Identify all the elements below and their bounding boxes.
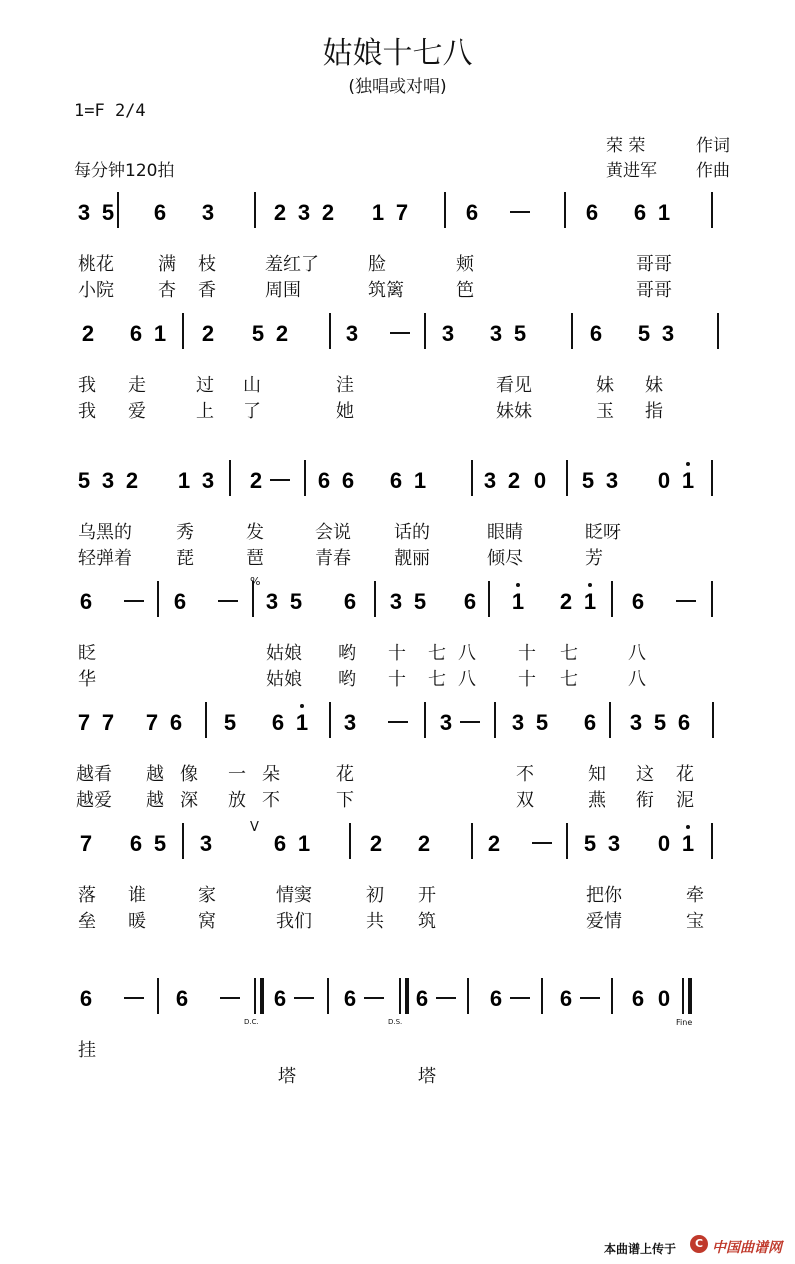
note: 1 — [511, 589, 525, 614]
note: 5 — [251, 321, 265, 346]
lyric-word: 杏 — [158, 280, 176, 301]
lyric-word: 朵 — [262, 764, 280, 785]
lyric-word: 八 — [628, 669, 646, 690]
lyric-word: 眨呀 — [585, 522, 621, 543]
lyric-word: 眨 — [78, 643, 96, 664]
lyric-word: 越看 — [76, 764, 112, 785]
lyric-word: 情窦 — [276, 885, 312, 906]
lyric-word: 十 — [388, 643, 406, 664]
lyric-word: 十 — [518, 669, 536, 690]
lyric-word: 我 — [78, 401, 96, 422]
fine-marker: Fine — [676, 1018, 693, 1027]
note: 1 — [657, 200, 671, 225]
note: 0 — [533, 468, 547, 493]
note: 7 — [79, 831, 93, 856]
lyric-word: 下 — [336, 790, 354, 811]
lyric-word: 姑娘 — [266, 669, 302, 690]
lyric-word: 走 — [128, 375, 146, 396]
note: 5 — [289, 589, 303, 614]
lyric-word: 洼 — [336, 375, 354, 396]
note: 2 — [417, 831, 431, 856]
lyric-word: 了 — [243, 401, 261, 422]
lyric-word: 不 — [516, 764, 534, 785]
lyric-word: 像 — [180, 764, 198, 785]
lyric-word: 泥 — [676, 790, 694, 811]
note: 6 — [633, 200, 647, 225]
breath-mark: V — [250, 820, 259, 835]
note: 5 — [583, 831, 597, 856]
high-octave-dot — [516, 583, 520, 587]
note: 3 — [265, 589, 279, 614]
lyric-word: 哟 — [338, 669, 356, 690]
note: 3 — [201, 468, 215, 493]
lyric-word: 发 — [246, 522, 264, 543]
lyric-word: 满 — [158, 254, 176, 275]
lyric-word: 指 — [645, 401, 663, 422]
lyric-word: 塔 — [418, 1066, 436, 1087]
note: 6 — [273, 831, 287, 856]
lyric-word: 一 — [228, 764, 246, 785]
lyric-word: 落 — [78, 885, 96, 906]
note: 1 — [153, 321, 167, 346]
lyric-word: 八 — [628, 643, 646, 664]
note: 6 — [341, 468, 355, 493]
note: 5 — [513, 321, 527, 346]
note: 3 — [483, 468, 497, 493]
key-time-signature: 1=F 2/4 — [74, 101, 146, 121]
note: 2 — [273, 200, 287, 225]
lyric-word: 七 — [560, 669, 578, 690]
segno-mark: % — [250, 575, 261, 588]
lyric-word: 妹 — [596, 375, 614, 396]
note: 5 — [223, 710, 237, 735]
lyric-word: 琶 — [246, 548, 264, 569]
note: 1 — [413, 468, 427, 493]
lyric-word: 妹妹 — [496, 401, 532, 422]
note: 2 — [507, 468, 521, 493]
lyric-word: 轻弹着 — [78, 548, 132, 569]
lyric-word: 靓丽 — [394, 548, 430, 569]
note: 2 — [559, 589, 573, 614]
lyric-word: 放 — [228, 790, 246, 811]
note: 6 — [173, 589, 187, 614]
dc-marker: D.C. — [244, 1018, 259, 1026]
lyric-word: 八 — [458, 643, 476, 664]
note: 1 — [681, 831, 695, 856]
lyric-word: 牵 — [686, 885, 704, 906]
lyric-word: 哥哥 — [636, 254, 672, 275]
song-title: 姑娘十七八 — [322, 36, 473, 71]
lyric-word: 会说 — [315, 522, 351, 543]
lyric-word: 话的 — [394, 522, 430, 543]
lyric-word: 芳 — [585, 548, 603, 569]
note: 0 — [657, 986, 671, 1011]
note: 5 — [581, 468, 595, 493]
note: 1 — [371, 200, 385, 225]
note: 7 — [145, 710, 159, 735]
lyric-word: 开 — [418, 885, 436, 906]
lyric-word: 不 — [262, 790, 280, 811]
lyric-word: 花 — [336, 764, 354, 785]
lyricist-role: 作词 — [696, 136, 730, 156]
note: 2 — [125, 468, 139, 493]
note: 3 — [605, 468, 619, 493]
lyric-word: 挂 — [78, 1040, 96, 1061]
upload-caption: 本曲谱上传于 — [604, 1242, 677, 1256]
note: 1 — [295, 710, 309, 735]
note: 6 — [129, 321, 143, 346]
note: 3 — [607, 831, 621, 856]
lyric-word: 我们 — [276, 911, 312, 932]
lyric-word: 七 — [560, 643, 578, 664]
lyric-word: 小院 — [78, 280, 114, 301]
lyric-word: 玉 — [596, 401, 614, 422]
high-octave-dot — [588, 583, 592, 587]
note: 6 — [129, 831, 143, 856]
note: 0 — [657, 831, 671, 856]
note: 1 — [297, 831, 311, 856]
lyric-word: 琵 — [176, 548, 194, 569]
note: 5 — [535, 710, 549, 735]
song-subtitle: (独唱或对唱) — [348, 77, 447, 97]
lyric-word: 燕 — [588, 790, 606, 811]
lyric-word: 桃花 — [78, 254, 114, 275]
lyric-word: 青春 — [315, 548, 351, 569]
lyric-word: 枝 — [198, 254, 216, 275]
lyric-word: 共 — [366, 911, 384, 932]
lyric-word: 垒 — [78, 911, 96, 932]
note: 3 — [345, 321, 359, 346]
note: 2 — [321, 200, 335, 225]
note: 3 — [439, 710, 453, 735]
lyric-word: 八 — [458, 669, 476, 690]
lyric-word: 筑 — [418, 911, 436, 932]
note: 3 — [199, 831, 213, 856]
lyric-word: 山 — [243, 375, 261, 396]
lyric-word: 衔 — [636, 790, 654, 811]
note: 6 — [585, 200, 599, 225]
note: 6 — [465, 200, 479, 225]
lyric-word: 越爱 — [76, 790, 112, 811]
note: 6 — [343, 589, 357, 614]
note: 7 — [77, 710, 91, 735]
note: 2 — [201, 321, 215, 346]
note: 3 — [343, 710, 357, 735]
note: 5 — [637, 321, 651, 346]
note: 1 — [583, 589, 597, 614]
note: 6 — [343, 986, 357, 1011]
note: 3 — [511, 710, 525, 735]
lyric-word: 暖 — [128, 911, 146, 932]
note: 6 — [559, 986, 573, 1011]
note: 6 — [631, 986, 645, 1011]
lyric-word: 羞红了 — [265, 254, 319, 275]
lyric-word: 宝 — [686, 911, 704, 932]
note: 3 — [489, 321, 503, 346]
lyric-word: 塔 — [278, 1066, 296, 1087]
note: 2 — [369, 831, 383, 856]
lyric-word: 周围 — [265, 280, 301, 301]
lyric-word: 这 — [636, 764, 654, 785]
lyric-word: 七 — [428, 643, 446, 664]
note: 6 — [271, 710, 285, 735]
lyricist-name: 荣 荣 — [606, 136, 646, 156]
note: 3 — [629, 710, 643, 735]
ds-marker: D.S. — [388, 1018, 403, 1026]
lyric-word: 上 — [196, 401, 214, 422]
lyric-word: 初 — [366, 885, 384, 906]
lyric-word: 过 — [196, 375, 214, 396]
lyric-word: 爱 — [128, 401, 146, 422]
note: 6 — [463, 589, 477, 614]
lyric-word: 妹 — [645, 375, 663, 396]
note: 5 — [653, 710, 667, 735]
note: 6 — [589, 321, 603, 346]
note: 2 — [275, 321, 289, 346]
lyric-word: 乌黑的 — [78, 522, 132, 543]
note: 5 — [77, 468, 91, 493]
lyric-word: 姑娘 — [266, 643, 302, 664]
lyric-word: 十 — [388, 669, 406, 690]
lyric-word: 窝 — [198, 911, 216, 932]
note: 3 — [77, 200, 91, 225]
note: 6 — [583, 710, 597, 735]
lyric-word: 深 — [180, 790, 198, 811]
note: 3 — [661, 321, 675, 346]
note: 6 — [175, 986, 189, 1011]
note: 6 — [415, 986, 429, 1011]
lyric-word: 脸 — [368, 254, 386, 275]
lyric-word: 香 — [198, 280, 216, 301]
lyric-word: 哥哥 — [636, 280, 672, 301]
note: 6 — [317, 468, 331, 493]
lyric-word: 七 — [428, 669, 446, 690]
note: 1 — [177, 468, 191, 493]
note: 1 — [681, 468, 695, 493]
lyric-word: 十 — [518, 643, 536, 664]
note: 6 — [631, 589, 645, 614]
note: 6 — [389, 468, 403, 493]
lyric-word: 爱情 — [586, 911, 622, 932]
lyric-word: 哟 — [338, 643, 356, 664]
note: 2 — [81, 321, 95, 346]
lyric-word: 越 — [146, 790, 164, 811]
lyric-word: 双 — [516, 790, 534, 811]
note: 6 — [153, 200, 167, 225]
note: 0 — [657, 468, 671, 493]
high-octave-dot — [686, 825, 690, 829]
lyric-word: 知 — [588, 764, 606, 785]
note: 6 — [79, 589, 93, 614]
note: 2 — [249, 468, 263, 493]
lyric-word: 谁 — [128, 885, 146, 906]
lyric-word: 越 — [146, 764, 164, 785]
site-name: 中国曲谱网 — [712, 1240, 782, 1256]
note: 5 — [153, 831, 167, 856]
high-octave-dot — [300, 704, 304, 708]
lyric-word: 颊 — [456, 254, 474, 275]
note: 6 — [677, 710, 691, 735]
lyric-word: 花 — [676, 764, 694, 785]
lyric-word: 家 — [198, 885, 216, 906]
note: 3 — [201, 200, 215, 225]
note: 6 — [273, 986, 287, 1011]
note: 7 — [101, 710, 115, 735]
note: 6 — [489, 986, 503, 1011]
note: 3 — [441, 321, 455, 346]
composer-role: 作曲 — [696, 161, 730, 181]
lyric-word: 华 — [78, 669, 96, 690]
note: 6 — [79, 986, 93, 1011]
tempo-marking: 每分钟120拍 — [74, 161, 175, 181]
high-octave-dot — [686, 462, 690, 466]
lyric-word: 我 — [78, 375, 96, 396]
lyric-word: 看见 — [496, 375, 532, 396]
lyric-word: 倾尽 — [487, 548, 523, 569]
site-logo-icon: C — [690, 1235, 708, 1253]
lyric-word: 把你 — [586, 885, 622, 906]
composer-name: 黄进军 — [606, 161, 657, 181]
note: 3 — [297, 200, 311, 225]
note: 6 — [169, 710, 183, 735]
lyric-word: 笆 — [456, 280, 474, 301]
note: 5 — [413, 589, 427, 614]
note: 3 — [389, 589, 403, 614]
note: 2 — [487, 831, 501, 856]
note: 3 — [101, 468, 115, 493]
lyric-word: 筑篱 — [368, 280, 404, 301]
note: 5 — [101, 200, 115, 225]
note: 7 — [395, 200, 409, 225]
lyric-word: 秀 — [176, 522, 194, 543]
lyric-word: 眼睛 — [487, 522, 523, 543]
lyric-word: 她 — [336, 401, 354, 422]
